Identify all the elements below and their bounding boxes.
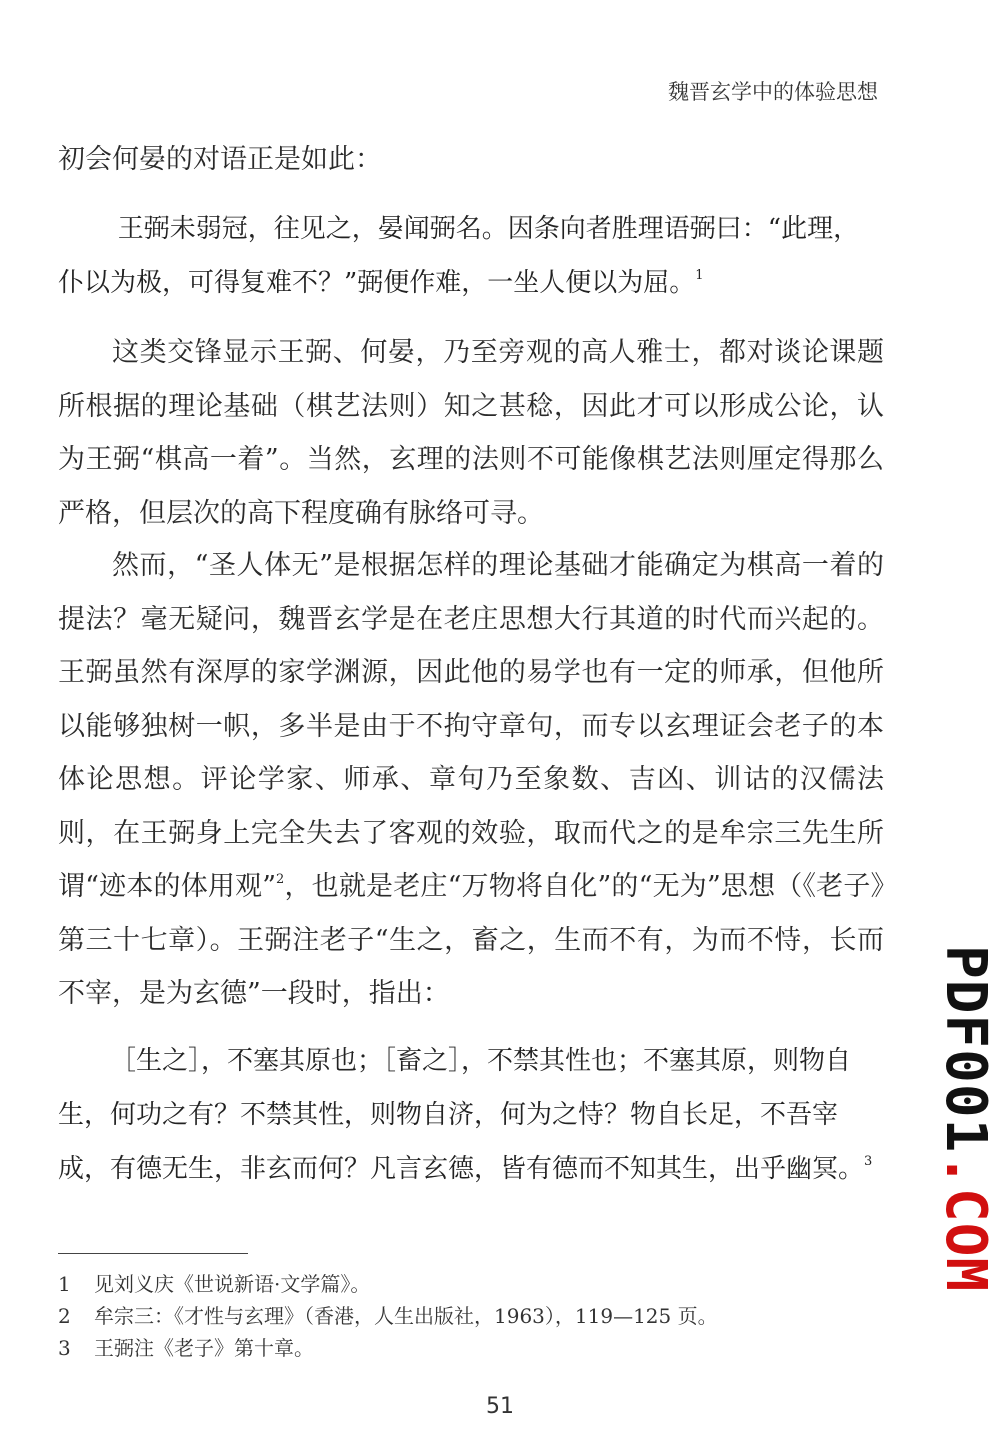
footnote-ref-2[interactable]: 2 <box>276 872 285 887</box>
footnote-1 <box>58 1268 888 1300</box>
footnote-ref-3[interactable]: 3 <box>864 1154 873 1169</box>
paragraph-3-part-a: 然而，“圣人体无”是根据怎样的理论基础才能确定为棋高一着的提法？毫无疑问，魏晋玄学是在老庄思想大行其道的时代而兴起的。王弼虽然有深厚的家学渊源，因此他的易学也有一定的师承，但他所以能够独树一帜，多半是由于不拘守章句，而专以玄理证会老子的本体论思想。评论学家、师承、章句乃至象数、吉凶、训诂的汉儒法则，在王弼身上完全失去了客观的效验，取而代之的是牟宗三先生所谓“迹本的体用观” <box>58 550 884 902</box>
footnote-text: 牟宗三：《才性与玄理》（香港，人生出版社，1963），119—125 页。 <box>94 1304 718 1328</box>
paragraph-3-block <box>58 539 884 1021</box>
footnote-number: 3 <box>58 1336 71 1360</box>
watermark-prefix: PDF001 <box>933 945 998 1154</box>
paragraph-2-block <box>58 326 884 540</box>
quote-text <box>58 202 884 310</box>
footnote-3 <box>58 1332 888 1364</box>
footnote-number: 2 <box>58 1304 71 1328</box>
quote-2 <box>58 1034 884 1196</box>
quote-2-text: ［生之］，不塞其原也；［畜之］，不禁其性也；不塞其原，则物自生，何功之有？不禁其性，则物自济，何为之恃？物自长足，不吾宰成，有德无生，非玄而何？凡言玄德，皆有德而不知其生，出乎幽冥。 <box>58 1046 865 1184</box>
main-text <box>58 133 884 187</box>
footnotes <box>58 1268 888 1364</box>
footnote-ref-1[interactable]: 1 <box>695 268 704 283</box>
page-number: 51 <box>486 1394 514 1419</box>
paragraph-3 <box>58 539 884 1021</box>
footnote-text: 王弼注《老子》第十章。 <box>94 1336 314 1360</box>
running-head: 魏晋玄学中的体验思想 <box>668 80 878 104</box>
block-quote-1 <box>58 202 884 310</box>
paragraph-intro: 初会何晏的对语正是如此： <box>58 144 382 175</box>
footnote-divider <box>58 1253 248 1254</box>
footnote-text: 见刘义庆《世说新语·文学篇》。 <box>94 1272 371 1296</box>
watermark-suffix: .COM <box>933 1153 998 1293</box>
footnote-2 <box>58 1300 888 1332</box>
paragraph-2: 这类交锋显示王弼、何晏，乃至旁观的高人雅士，都对谈论课题所根据的理论基础（棋艺法则）知之甚稔，因此才可以形成公论，认为王弼“棋高一着”。当然，玄理的法则不可能像棋艺法则厘定得那么严格，但层次的高下程度确有脉络可寻。 <box>58 337 884 529</box>
block-quote-2 <box>58 1034 884 1196</box>
watermark <box>930 945 1000 1293</box>
footnote-number: 1 <box>58 1272 71 1296</box>
quote-1-text: 王弼未弱冠，往见之，晏闻弼名。因条向者胜理语弼曰：“此理，仆以为极，可得复难不？”弼便作难，一坐人便以为屈。 <box>58 214 860 298</box>
paragraph-3-part-b: ，也就是老庄“万物将自化”的“无为”思想（《老子》第三十七章）。王弼注老子“生之，畜之，生而不有，为而不恃，长而不宰，是为玄德”一段时，指出： <box>58 871 885 1009</box>
